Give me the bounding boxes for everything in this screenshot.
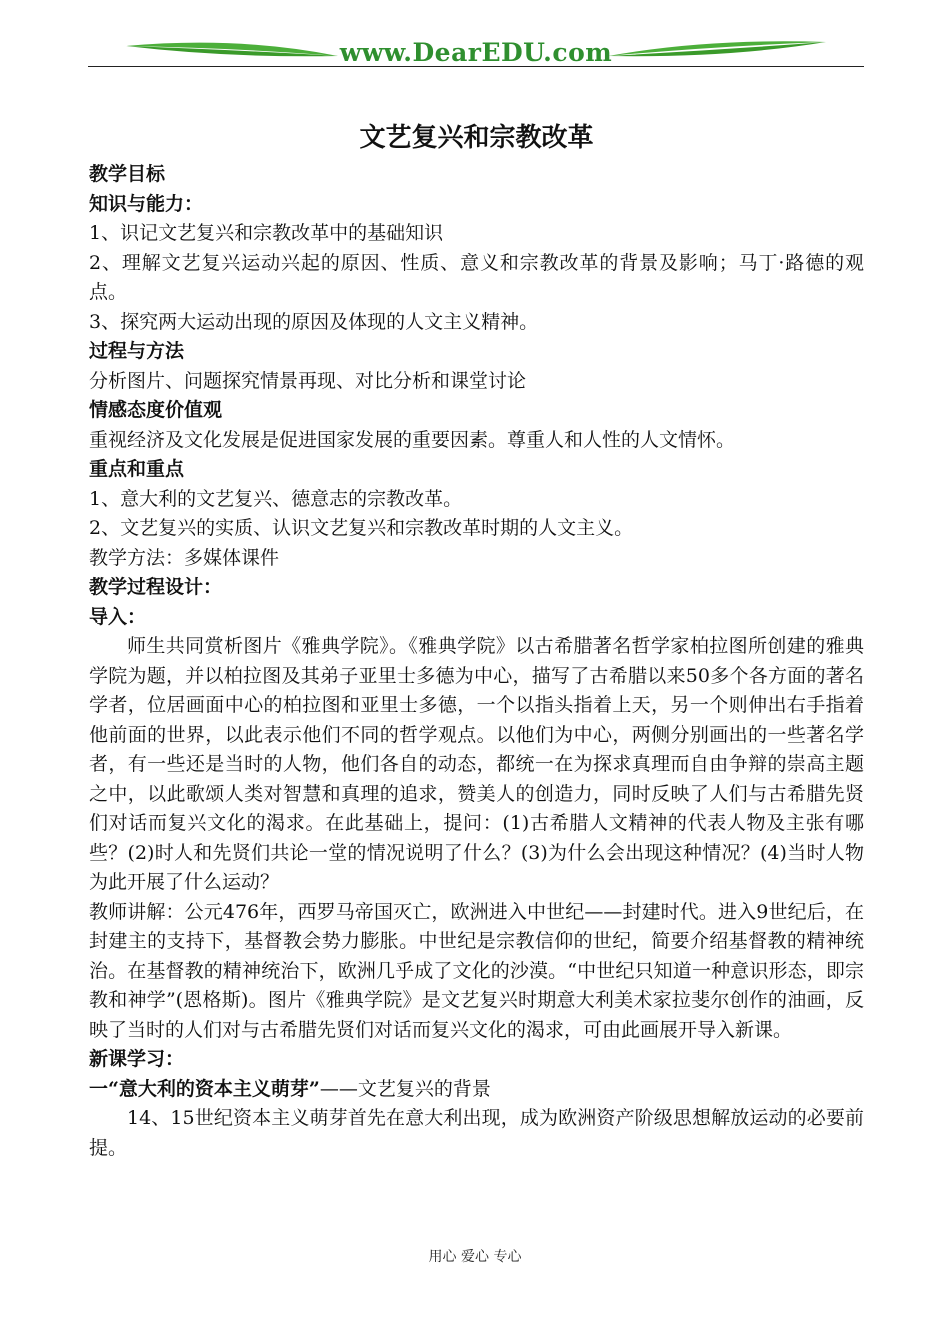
emotion-text: 重视经济及文化发展是促进国家发展的重要因素。尊重人和人性的人文情怀。 — [89, 428, 736, 451]
design-heading: 教学过程设计： — [89, 576, 223, 598]
knowledge-item: 2、理解文艺复兴运动兴起的原因、性质、意义和宗教改革的背景及影响；马丁·路德的观点。 — [89, 251, 864, 303]
knowledge-item: 3、探究两大运动出现的原因及体现的人文主义精神。 — [89, 310, 539, 333]
knowledge-heading: 知识与能力： — [89, 192, 204, 215]
intro-heading: 导入： — [89, 605, 147, 628]
site-logo-text: www.DearEDU.com — [339, 38, 613, 67]
section-1-heading-bold: 一“意大利的资本主义萌芽” — [89, 1077, 320, 1100]
goals-heading: 教学目标 — [89, 163, 166, 185]
header-divider — [88, 66, 864, 67]
emotion-heading: 情感态度价值观 — [89, 399, 223, 421]
section-1-heading — [89, 1075, 864, 1105]
intro-paragraph: 师生共同赏析图片《雅典学院》。《雅典学院》以古希腊著名哲学家柏拉图所创建的雅典学院为题，并以柏拉图及其弟子亚里士多德为中心，描写了古希腊以来50多个各方面的著名学者，位居画面中心的柏拉图和亚里士多德，一个以指头指着上天，另一个则伸出右手指着他前面的世界，以此表示他们不同的哲学观点。以他们为中心，两侧分别画出的一些著名学者，有一些还是当时的人物，他们各自的动态，都统一在为探求真理而自由争辩的崇高主题之中，以此歌颂人类对智慧和真理的追求，赞美人的创造力，同时反映了人们与古希腊先贤们对话而复兴文化的渴求。在此基础上，提问：(1)古希腊人文精神的代表人物及主张有哪些？(2)时人和先贤们共论一堂的情况说明了什么？(3)为什么会出现这种情况？(4)当时人物为此开展了什么运动？ — [89, 635, 864, 893]
process-heading: 过程与方法 — [89, 340, 185, 362]
process-text: 分析图片、问题探究情景再现、对比分析和课堂讨论 — [89, 369, 527, 392]
section-1-paragraph: 14、15世纪资本主义萌芽首先在意大利出现，成为欧洲资产阶级思想解放运动的必要前提。 — [89, 1107, 864, 1159]
keypoints-heading: 重点和重点 — [89, 458, 185, 480]
teacher-paragraph: 教师讲解：公元476年，西罗马帝国灭亡，欧洲进入中世纪——封建时代。进入9世纪后，在封建主的支持下，基督教会势力膨胀。中世纪是宗教信仰的世纪，简要介绍基督教的精神统治。在基督教的精神统治下，欧洲几乎成了文化的沙漠。“中世纪只知道一种意识形态，即宗教和神学”(恩格斯)。图片《雅典学院》是文艺复兴时期意大利美术家拉斐尔创作的油画，反映了当时的人们对与古希腊先贤们对话而复兴文化的渴求，可由此画展开导入新课。 — [89, 900, 864, 1041]
new-lesson-heading: 新课学习： — [89, 1048, 185, 1070]
keypoints-item: 1、意大利的文艺复兴、德意志的宗教改革。 — [89, 487, 463, 510]
document-title: 文艺复兴和宗教改革 — [359, 123, 594, 153]
knowledge-item: 1、识记文艺复兴和宗教改革中的基础知识 — [89, 222, 444, 244]
page-footer: 用心 爱心 专心 — [428, 1249, 522, 1265]
section-1-heading-rest: ——文艺复兴的背景 — [319, 1077, 491, 1100]
method-text: 教学方法：多媒体课件 — [89, 546, 280, 569]
site-header — [88, 36, 864, 70]
document-body — [89, 116, 864, 1163]
keypoints-item: 2、文艺复兴的实质、认识文艺复兴和宗教改革时期的人文主义。 — [89, 517, 634, 539]
